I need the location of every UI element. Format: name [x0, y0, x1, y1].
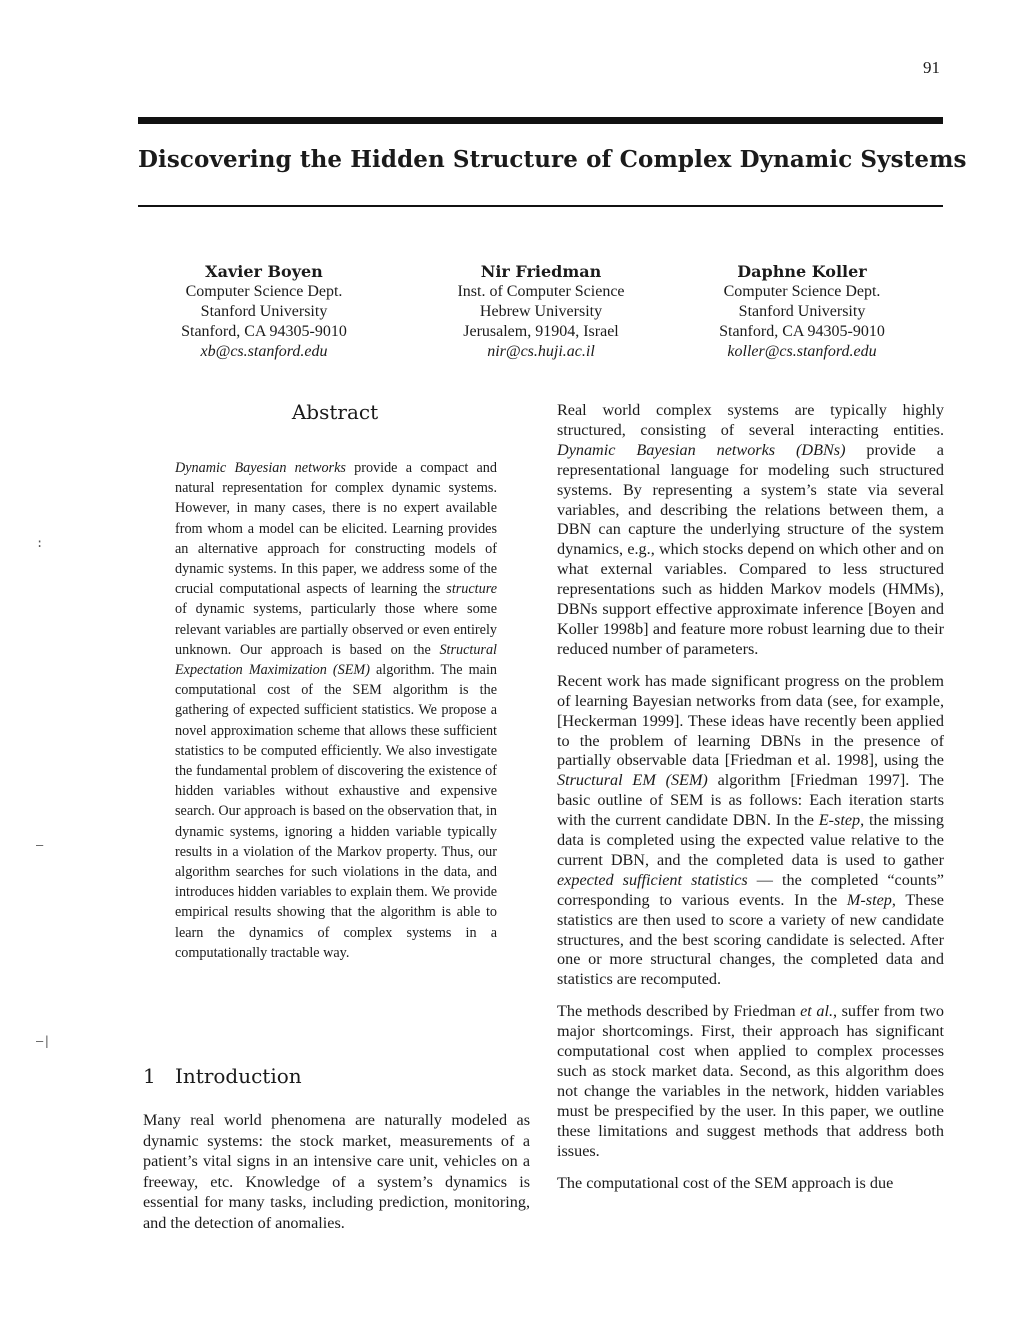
section-heading-introduction — [143, 1064, 523, 1088]
emphasis-term: E-step — [818, 811, 861, 830]
author-affiliation: Computer Science Dept. — [185, 283, 343, 300]
paragraph — [557, 1002, 944, 1161]
author-email: xb@cs.stanford.edu — [200, 343, 328, 360]
author-affiliation: Inst. of Computer Science — [457, 283, 625, 300]
top-rule — [138, 117, 943, 124]
author-block-2 — [411, 262, 671, 362]
abstract-heading: Abstract — [291, 400, 379, 424]
author-email: nir@cs.huji.ac.il — [487, 343, 595, 360]
margin-mark: —| — [36, 1034, 51, 1048]
abstract-term: Structural Expectation Maximization (SEM) — [175, 641, 497, 679]
author-name: Nir Friedman — [480, 262, 602, 281]
abstract-text-run: algorithm. The main computational cost of the SEM algorithm is the gathering of expected sufficient statistics. We propose a novel approximation scheme that allows these sufficient statistics to be computed efficiently. We also investigate the fundamental problem of discovering the existence of hidden variables without exhaustive and expensive search. Our approach is based on the observation that, in dynamic systems, ignoring a hidden variable typically results in a violation of the Markov property. Thus, our algorithm searches for such violations in the data, and introduces hidden variables to explain them. We provide empirical results showing that the algorithm is able to learn the dynamics of complex systems in a computationally tractable way. — [175, 662, 497, 961]
text-run: , These statistics are then used to score a variety of new candidate structures, and the best scoring candidate is selected. After one or more structural changes, the completed data and statistics are recomputed. — [557, 890, 944, 989]
introduction-paragraph: Many real world phenomena are naturally modeled as dynamic systems: the stock market, measurements of a patient’s vital signs in an intensive care unit, vehicles on a freeway, etc. Knowledge of a system’s dynamics is essential for many tasks, including prediction, monitoring, and the detection of anomalies. — [143, 1111, 530, 1232]
section-number: 1 — [143, 1064, 156, 1088]
abstract-text — [175, 458, 497, 963]
paragraph — [557, 401, 944, 660]
author-affiliation: Hebrew University — [479, 303, 603, 320]
section-title: Introduction — [175, 1064, 302, 1088]
author-email: koller@cs.stanford.edu — [727, 343, 877, 360]
text-run: Recent work has made significant progress on the problem of learning Bayesian networks from data (see, for example, [Heckerman 1999]. These ideas have recently been applied to the problem of learning DBNs in the presence of partially observable data [Friedman et al. 1998], using the — [557, 671, 944, 770]
text-run: The methods described by Friedman — [557, 1002, 801, 1021]
author-name: Xavier Boyen — [205, 262, 323, 281]
margin-mark: — — [36, 838, 44, 852]
text-run: — the completed “counts” corresponding to various events. In the — [557, 870, 944, 909]
abstract-term: Dynamic Bayesian networks — [175, 460, 346, 476]
emphasis-term: Structural EM (SEM) — [557, 771, 708, 790]
text-run: algorithm [Friedman 1997]. The basic outline of SEM is as follows: Each iteration starts with the current candidate DBN. In the — [557, 771, 944, 830]
author-address: Stanford, CA 94305-9010 — [181, 323, 347, 340]
right-column — [557, 401, 944, 1205]
abstract-text-run: provide a compact and natural representation for complex dynamic systems. However, in many cases, there is no expert available from whom a model can be elicited. Learning provides an alternative approach for constructing models of dynamic systems. In this paper, we address some of the crucial computational aspects of learning the — [175, 460, 497, 598]
page-number: 91 — [923, 58, 940, 77]
author-address: Stanford, CA 94305-9010 — [719, 323, 885, 340]
author-affiliation: Stanford University — [200, 303, 328, 320]
emphasis-term: M-step — [846, 890, 892, 909]
text-run: provide a representational language for modeling such structured systems. By representing a system’s state via several variables, and describing the relations between them, a DBN can capture the underlying structure of the system dynamics, e.g., which stocks depend on which other and on what external variables. Compared to less structured representations such as hidden Markov models (HMMs), DBNs support effective approximate inference [Boyen and Koller 1998b] and feature more robust learning due to their reduced number of parameters. — [557, 440, 944, 658]
text-run: Real world complex systems are typically highly structured, consisting of several interacting entities. — [557, 401, 944, 439]
author-affiliation: Stanford University — [738, 303, 866, 320]
margin-mark: : — [36, 536, 44, 550]
author-block-1 — [134, 262, 394, 362]
paragraph — [557, 672, 944, 991]
text-run: , the missing data is completed using the expected value relative to the current DBN, and the completed data is used to gather — [557, 811, 944, 869]
emphasis-term: expected sufficient statistics — [557, 870, 748, 889]
emphasis-term: Dynamic Bayesian networks (DBNs) — [557, 440, 846, 459]
emphasis-term: et al. — [800, 1002, 834, 1021]
author-affiliation: Computer Science Dept. — [723, 283, 881, 300]
text-run: , suffer from two major shortcomings. First, their approach has significant computational cost when applied to complex processes such as stock market data. Second, as this algorithm does not change the variables in the network, hidden variables must be prespecified by the user. In this paper, we outline these limitations and suggest methods that address both issues. — [557, 1002, 944, 1160]
author-block-3 — [672, 262, 932, 362]
abstract-term: structure — [446, 581, 497, 598]
title-rule — [138, 205, 943, 207]
paragraph: The computational cost of the SEM approach is due — [557, 1173, 894, 1192]
author-name: Daphne Koller — [737, 262, 867, 281]
paper-title: Discovering the Hidden Structure of Complex Dynamic Systems — [138, 146, 967, 173]
abstract-text-run: of dynamic systems, particularly those where some relevant variables are partially observed or even entirely unknown. Our approach is based on the — [175, 601, 497, 658]
author-address: Jerusalem, 91904, Israel — [463, 323, 619, 340]
